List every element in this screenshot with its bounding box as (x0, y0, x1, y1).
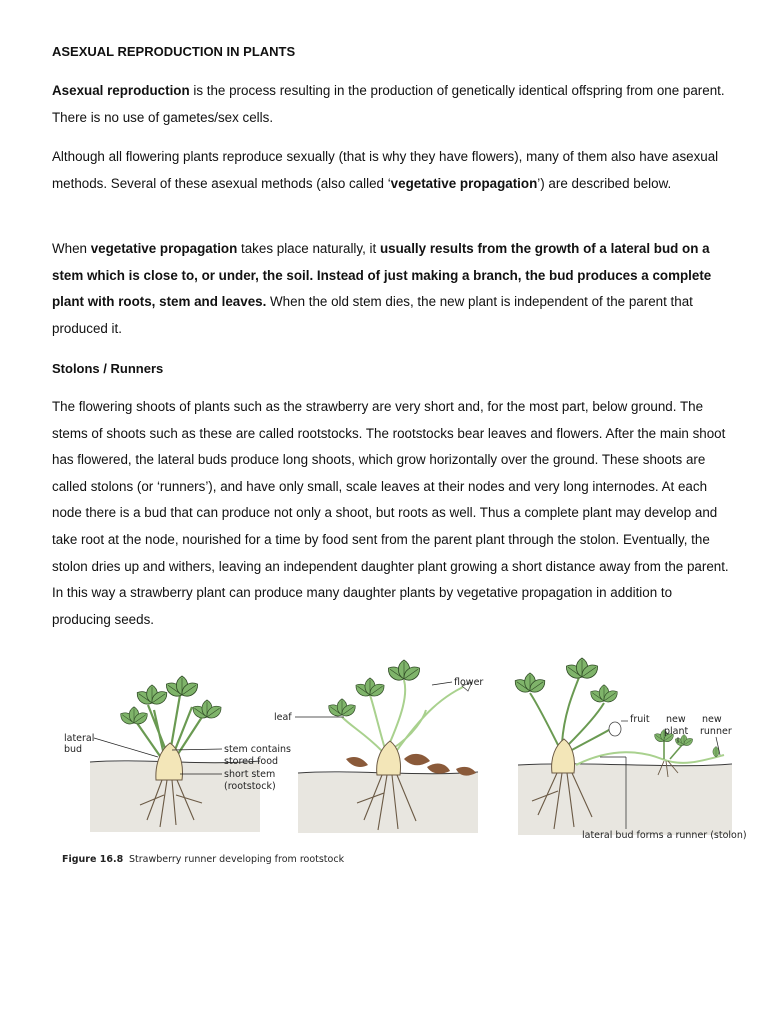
caption-number: Figure 16.8 (62, 854, 124, 865)
paragraph-vegetative-propagation (52, 236, 732, 342)
label-stem-food-2: stored food (224, 756, 279, 767)
label-stem-food-1: stem contains (224, 744, 292, 755)
label-new-runner-2: runner (700, 726, 732, 737)
label-new-plant-1: new (666, 714, 686, 725)
term-asexual-reproduction: Asexual reproduction (52, 83, 190, 98)
paragraph-text: ’) are described below. (537, 175, 672, 191)
caption-text: Strawberry runner developing from rootstock (129, 854, 345, 865)
term-vegetative-propagation: vegetative propagation (90, 241, 238, 256)
paragraph-stolons: The flowering shoots of plants such as the strawberry are very short and, for the most part, below ground. The stems of shoots such as these are called rootstocks. The rootstocks bear leaves and flowers. After the main shoot has flowered, the lateral buds produce long shoots, which grow horizontally over the ground. These shoots are called stolons (or ‘runners’), and have only small, scale leaves at their nodes and very long internodes. At each node there is a bud that can produce not only a shoot, but roots as well. Thus a complete plant may develop and take root at the node, nourished for a time by food sent from the parent plant through the stolon. Eventually, the stolon dries up and withers, leaving an independent daughter plant growing a short distance away from the parent. In this way a strawberry plant can produce many daughter plants by vegetative propagation in addition to producing seeds. (52, 399, 729, 627)
label-lateral-bud-2: bud (64, 744, 83, 755)
paragraph-text: When (52, 241, 91, 256)
label-short-stem-2: (rootstock) (224, 781, 276, 792)
page-title: ASEXUAL REPRODUCTION IN PLANTS (52, 44, 296, 59)
panel-3-soil (518, 764, 732, 835)
label-short-stem-1: short stem (224, 769, 276, 780)
label-lateral-bud-runner: lateral bud forms a runner (stolon) (582, 830, 747, 841)
paragraph-text: is the process resulting in the production of genetically identical offspring from one parent. There is no use of gametes/sex cells. (52, 83, 725, 125)
section-heading-stolons: Stolons / Runners (52, 361, 164, 376)
paragraph-text: Although all flowering plants reproduce sexually (that is why they have flowers), many of them also have asexual methods. Several of these asexual methods (also called ‘ (52, 149, 719, 191)
figure-caption (62, 854, 345, 865)
label-leaf: leaf (274, 712, 292, 723)
paragraph-flowering-plants (52, 144, 732, 197)
paragraph-text: takes place naturally, it (237, 241, 380, 256)
label-lateral-bud-1: lateral (64, 733, 95, 744)
paragraph-text: When the old stem dies, the new plant is independent of the parent that produced it. (52, 294, 693, 336)
figure-strawberry-runner (52, 655, 762, 875)
strawberry-diagram (52, 655, 762, 875)
label-new-plant-2: plant (664, 726, 689, 737)
label-fruit: fruit (630, 714, 650, 725)
panel-2-soil (298, 772, 478, 833)
label-flower: flower (454, 677, 484, 688)
term-vegetative-propagation: vegetative propagation (390, 175, 538, 191)
bold-lateral-bud-statement: usually results from the growth of a lateral bud on a stem which is close to, or under, the soil. Instead of just making a branch, the bud produces a complete plant with roots, stem and leaves. (52, 241, 712, 310)
label-new-runner-1: new (702, 714, 722, 725)
paragraph-definition (52, 78, 732, 131)
